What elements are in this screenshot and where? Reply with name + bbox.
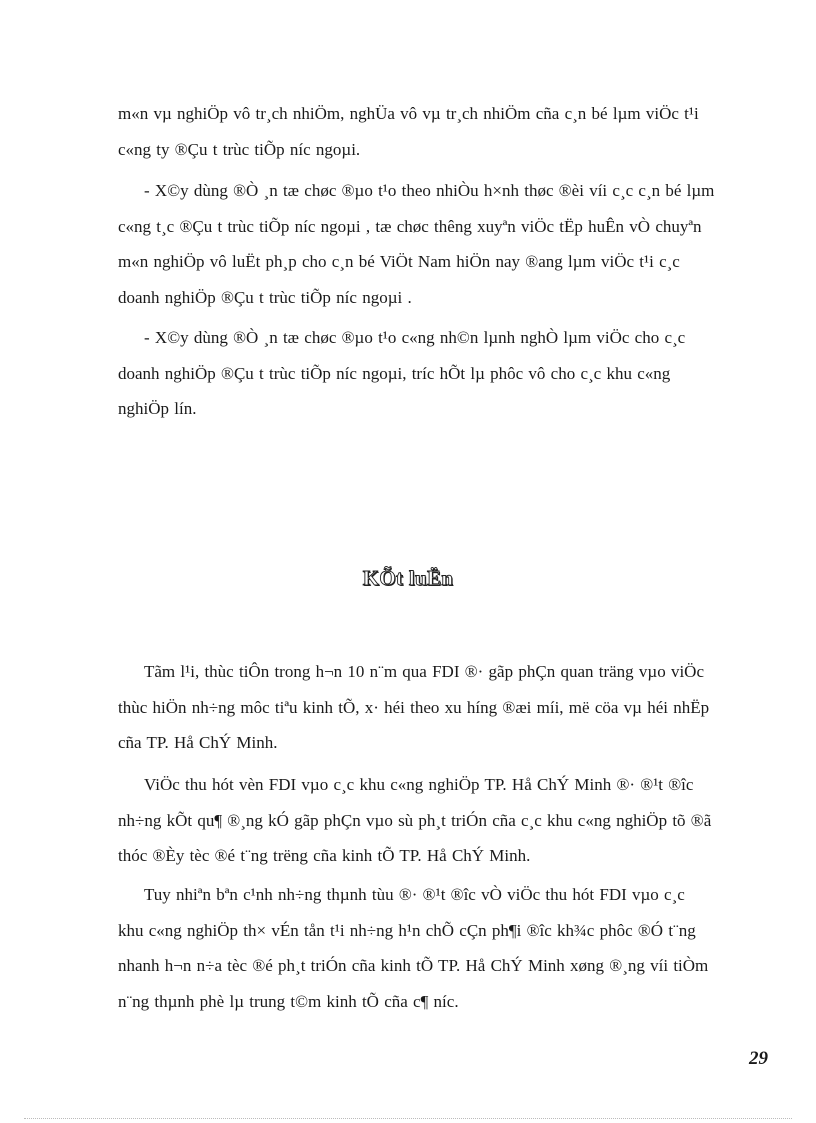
text-line: Tuy nhiªn bªn c¹nh nh÷ng thµnh tùu ®· ®¹t ®îc vÒ viÖc thu hót FDI vµo c¸c	[144, 885, 685, 904]
text-line: Tãm l¹i, thùc tiÔn trong h¬n 10 n¨m qua FDI ®· gãp phÇn quan träng vµo viÖc	[144, 662, 705, 681]
text-line: doanh nghiÖp ®Çu t trùc tiÕp níc ngoµi .	[118, 287, 412, 307]
footer-divider	[24, 1118, 792, 1119]
text-line: m«n nghiÖp vô luËt ph¸p cho c¸n bé ViÖt Nam hiÖn nay ®ang lµm viÖc t¹i c¸c	[118, 252, 680, 271]
text-line: nh÷ng kÕt qu¶ ®¸ng kÓ gãp phÇn vµo sù ph¸t triÓn cña c¸c khu c«ng nghiÖp tõ ®ã	[118, 810, 712, 830]
text-line: - X©y dùng ®Ò ¸n tæ chøc ®µo t¹o c«ng nh©n lµnh nghÒ lµm viÖc cho c¸c	[144, 328, 686, 347]
text-line: nghiÖp lín.	[118, 399, 197, 418]
text-line: n¨ng thµnh phè lµ trung t©m kinh tÕ cña c¶ níc.	[118, 991, 459, 1011]
text-line: doanh nghiÖp ®Çu t trùc tiÕp níc ngoµi, tríc hÕt lµ phôc vô cho c¸c khu c«ng	[118, 363, 671, 383]
text-line: - X©y dùng ®Ò ¸n tæ chøc ®µo t¹o theo nhiÒu h×nh thøc ®èi víi c¸c c¸n bé lµm	[144, 181, 715, 200]
text-line: thóc ®Èy tèc ®é t¨ng trëng cña kinh tÕ TP. Hå ChÝ Minh.	[118, 846, 531, 865]
paragraph-conclusion-summary	[118, 654, 770, 761]
text-line: c«ng t¸c ®Çu t trùc tiÕp níc ngoµi , tæ chøc thêng xuyªn viÖc tËp huÊn vÒ chuyªn	[118, 216, 702, 236]
text-line: cña TP. Hå ChÝ Minh.	[118, 733, 278, 752]
paragraph-training-officials	[118, 173, 770, 315]
text-line: khu c«ng nghiÖp th× vÉn tån t¹i nh÷ng h¹n chÕ cÇn ph¶i ®îc kh¾c phôc ®Ó t¨ng	[118, 920, 696, 940]
text-line: ViÖc thu hót vèn FDI vµo c¸c khu c«ng nghiÖp TP. Hå ChÝ Minh ®· ®¹t ®îc	[144, 775, 694, 794]
paragraph-training-workers	[118, 320, 770, 427]
text-line: c«ng ty ®Çu t trùc tiÕp níc ngoµi.	[118, 139, 361, 159]
paragraph-conclusion-results	[118, 767, 770, 874]
page-number: 29	[749, 1048, 768, 1069]
paragraph-conclusion-limitations	[118, 877, 770, 1019]
text-line: thùc hiÖn nh÷ng môc tiªu kinh tÕ, x· héi theo xu híng ®æi míi, më cöa vµ héi nhËp	[118, 697, 710, 717]
text-line: nhanh h¬n n÷a tèc ®é ph¸t triÓn cña kinh tÕ TP. Hå ChÝ Minh xøng ®¸ng víi tiÒm	[118, 956, 709, 975]
paragraph-responsibility	[118, 96, 770, 167]
conclusion-heading: KÕt luËn	[362, 566, 454, 590]
text-line: m«n vµ nghiÖp vô tr¸ch nhiÖm, nghÜa vô vµ tr¸ch nhiÖm cña c¸n bé lµm viÖc t¹i	[118, 104, 699, 123]
